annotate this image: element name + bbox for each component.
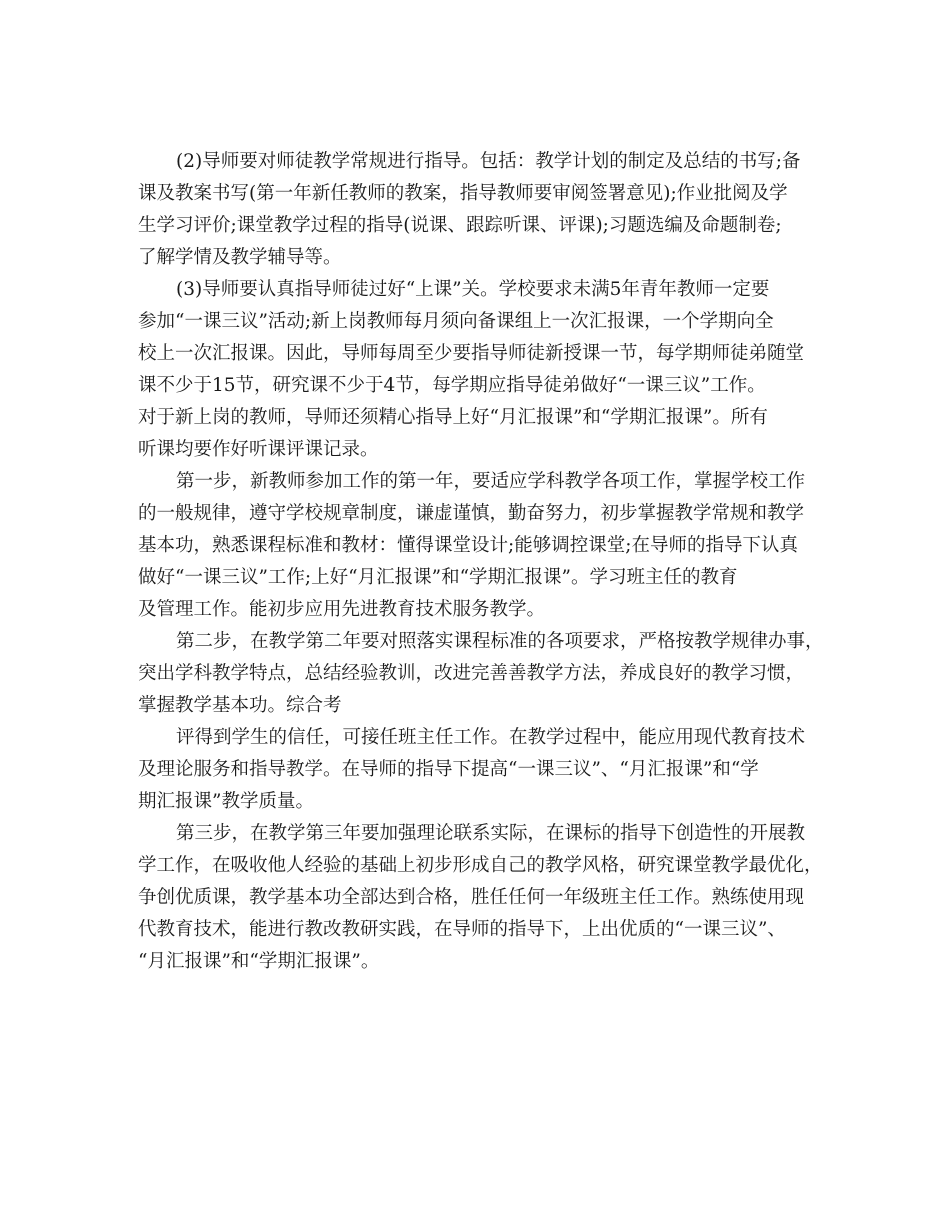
paragraph-line: 期汇报课”教学质量。 [138, 791, 314, 812]
paragraph-line: 争创优质课，教学基本功全部达到合格，胜任任何一年级班主任工作。熟练使用现 [138, 887, 805, 908]
paragraph-line: 基本功，熟悉课程标准和教材：懂得课堂设计;能够调控课堂;在导师的指导下认真 [138, 535, 798, 556]
document-body [138, 146, 828, 978]
paragraph-line: 了解学情及教学辅导等。 [138, 247, 342, 268]
paragraph-line: 对于新上岗的教师，导师还须精心指导上好“月汇报课”和“学期汇报课”。所有 [138, 407, 768, 428]
paragraph-line: 学工作，在吸收他人经验的基础上初步形成自己的教学风格，研究课堂教学最优化， [138, 855, 823, 876]
paragraph-line: 第一步，新教师参加工作的第一年，要适应学科教学各项工作，掌握学校工作 [176, 471, 806, 492]
paragraph-line: 生学习评价;课堂教学过程的指导(说课、跟踪听课、评课);习题选编及命题制卷; [138, 215, 782, 236]
paragraph-line: 突出学科教学特点，总结经验教训，改进完善善教学方法，养成良好的教学习惯， [138, 663, 805, 684]
paragraph-line: 及管理工作。能初步应用先进教育技术服务教学。 [138, 599, 546, 620]
paragraph-line: (2)导师要对师徒教学常规进行指导。包括：教学计划的制定及总结的书写;备 [176, 151, 801, 172]
paragraph-line: 代教育技术，能进行教改教研实践，在导师的指导下，上出优质的“一课三议”、 [138, 919, 786, 940]
paragraph-line: “月汇报课”和“学期汇报课”。 [138, 951, 380, 972]
paragraph-line: 第三步，在教学第三年要加强理论联系实际，在课标的指导下创造性的开展教 [176, 823, 806, 844]
paragraph-line: 掌握教学基本功。综合考 [138, 695, 342, 716]
paragraph-line: 的一般规律，遵守学校规章制度，谦虚谨慎，勤奋努力，初步掌握教学常规和教学 [138, 503, 805, 524]
paragraph-line: (3)导师要认真指导师徒过好“上课”关。学校要求未满5年青年教师一定要 [176, 279, 770, 300]
paragraph-line: 做好“一课三议”工作;上好“月汇报课”和“学期汇报课”。学习班主任的教育 [138, 567, 738, 588]
paragraph-line: 第二步，在教学第二年要对照落实课程标准的各项要求，严格按教学规律办事， [176, 631, 824, 652]
paragraph-line: 课不少于15节，研究课不少于4节，每学期应指导徒弟做好“一课三议”工作。 [138, 375, 766, 396]
paragraph-line: 评得到学生的信任，可接任班主任工作。在教学过程中，能应用现代教育技术 [176, 727, 806, 748]
paragraph-line: 及理论服务和指导教学。在导师的指导下提高“一课三议”、“月汇报课”和“学 [138, 759, 759, 780]
paragraph-line: 课及教案书写(第一年新任教师的教案，指导教师要审阅签署意见);作业批阅及学 [138, 183, 788, 204]
paragraph-line: 校上一次汇报课。因此，导师每周至少要指导师徒新授课一节，每学期师徒弟随堂 [138, 343, 805, 364]
paragraph-line: 参加“一课三议”活动;新上岗教师每月须向备课组上一次汇报课，一个学期向全 [138, 311, 774, 332]
paragraph-line: 听课均要作好听课评课记录。 [138, 439, 379, 460]
